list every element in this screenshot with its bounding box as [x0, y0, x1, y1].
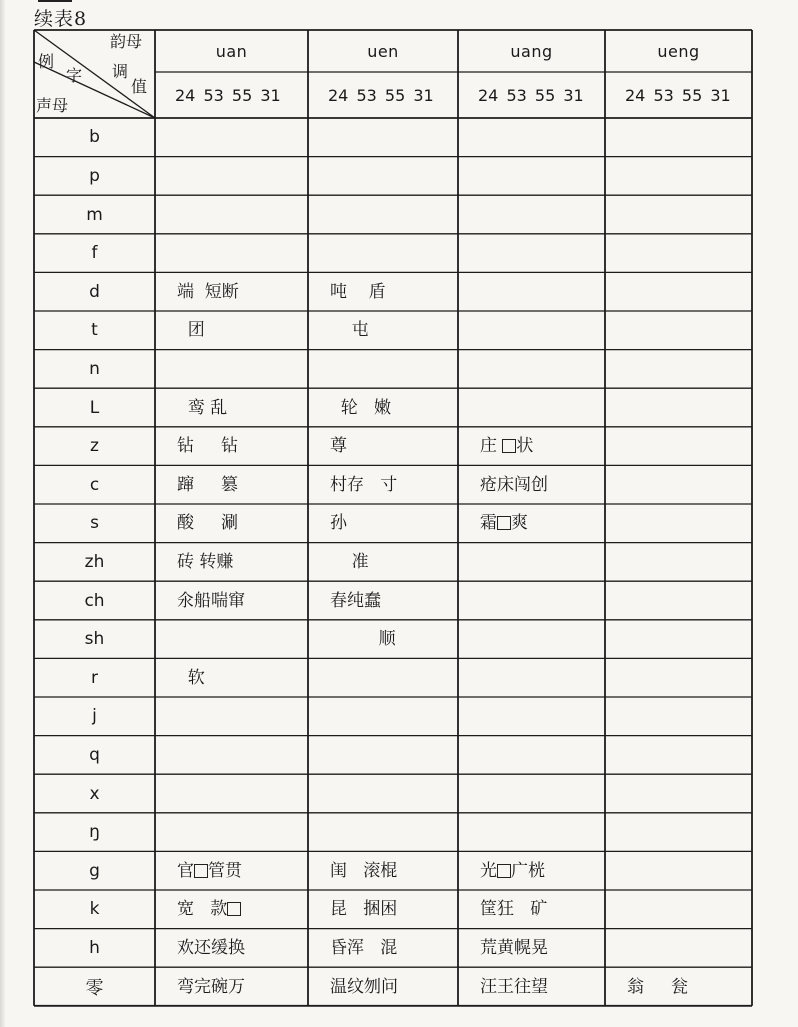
- initial-label: z: [90, 436, 99, 457]
- example-chars-ueng: 翁 瓮: [627, 976, 689, 997]
- initial-label: L: [89, 397, 100, 418]
- final-header-uang: uang: [510, 42, 553, 61]
- example-chars-uang: 筐狂 矿: [480, 899, 548, 920]
- example-chars-uen: 昏浑 混: [330, 937, 398, 958]
- initial-label: j: [92, 706, 97, 727]
- example-chars-uan: 欢还缓换: [177, 937, 245, 958]
- initial-label: n: [89, 358, 100, 379]
- initial-label: 零: [85, 977, 104, 999]
- example-chars-uang: 荒黄幌晃: [480, 937, 548, 958]
- initial-label: d: [89, 281, 100, 302]
- example-chars-uen: 屯: [330, 320, 369, 341]
- tone-values-uan: 24 53 55 31: [175, 86, 281, 105]
- missing-char-box: [227, 902, 241, 916]
- initial-label: ŋ: [89, 822, 100, 843]
- example-chars-uen: 顺: [330, 629, 396, 650]
- example-chars-uan: 钻 钻: [177, 436, 239, 457]
- initial-label: r: [91, 667, 98, 688]
- initial-label: zh: [84, 551, 105, 572]
- example-chars-uang: 疮床闯创: [480, 474, 548, 495]
- final-header-uan: uan: [215, 42, 248, 61]
- example-chars-uen: 闺 滚棍: [330, 860, 398, 881]
- example-chars-uen: 春纯蠢: [330, 590, 381, 611]
- example-chars-uan: 酸 涮: [177, 513, 239, 534]
- example-chars-uan: 蹿 篡: [177, 474, 239, 495]
- final-header-uen: uen: [367, 42, 399, 61]
- example-chars-uan: 弯完碗万: [177, 976, 245, 997]
- missing-char-box: [497, 516, 511, 530]
- example-chars-uan: 端 短断: [177, 281, 239, 302]
- tone-values-uen: 24 53 55 31: [328, 86, 434, 105]
- final-header-ueng: ueng: [657, 42, 700, 61]
- corner-initials-label: 声母: [36, 96, 69, 115]
- table-caption: 续表8: [34, 8, 88, 30]
- example-chars-uen: 吨 盾: [330, 281, 386, 302]
- initial-label: t: [91, 320, 98, 341]
- initial-label: p: [89, 165, 100, 186]
- missing-char-box: [497, 864, 511, 878]
- example-chars-uen: 孙: [330, 513, 347, 534]
- initial-label: s: [90, 513, 99, 534]
- example-chars-uan: 软: [177, 667, 205, 688]
- initial-label: c: [89, 474, 100, 495]
- example-chars-uen: 轮 嫩: [330, 397, 392, 418]
- example-chars-uan: 氽船喘窜: [177, 590, 245, 611]
- example-chars-uang: 汪王往望: [480, 976, 548, 997]
- example-chars-uan: 鸾 乱: [177, 397, 228, 418]
- initial-label: ch: [84, 590, 105, 611]
- initial-label: x: [89, 783, 100, 804]
- initial-label: m: [86, 204, 103, 225]
- missing-char-box: [502, 439, 516, 453]
- example-chars-uan: 官 管贯: [177, 860, 242, 881]
- corner-finals-label: 韵母: [110, 32, 143, 51]
- example-chars-uen: 温纹刎问: [330, 976, 398, 997]
- example-chars-uang: 霜 爽: [480, 513, 528, 534]
- corner-example-label-2: 字: [66, 66, 83, 85]
- corner-tone-label-2: 值: [131, 77, 148, 96]
- tone-values-ueng: 24 53 55 31: [625, 86, 731, 105]
- initial-label: k: [89, 899, 100, 920]
- initial-label: g: [89, 860, 100, 881]
- corner-tone-label-1: 调: [112, 62, 129, 81]
- example-chars-uen: 村存 寸: [330, 474, 398, 495]
- example-chars-uan: 砖 转赚: [177, 551, 234, 572]
- example-chars-uang: 庄 状: [480, 436, 534, 457]
- example-chars-uen: 尊: [330, 436, 347, 457]
- example-chars-uan: 团: [177, 320, 205, 341]
- initial-label: h: [89, 937, 100, 958]
- initial-label: f: [91, 243, 98, 264]
- initial-label: q: [89, 744, 100, 765]
- example-chars-uen: 准: [330, 551, 369, 572]
- example-chars-uen: 昆 捆困: [330, 899, 398, 920]
- example-chars-uan: 宽 款: [177, 899, 241, 919]
- corner-example-label-1: 例: [38, 52, 55, 71]
- example-chars-uang: 光 广桄: [480, 860, 545, 881]
- initial-label: sh: [84, 629, 105, 650]
- initial-label: b: [89, 127, 100, 148]
- tone-values-uang: 24 53 55 31: [478, 86, 584, 105]
- missing-char-box: [194, 864, 208, 878]
